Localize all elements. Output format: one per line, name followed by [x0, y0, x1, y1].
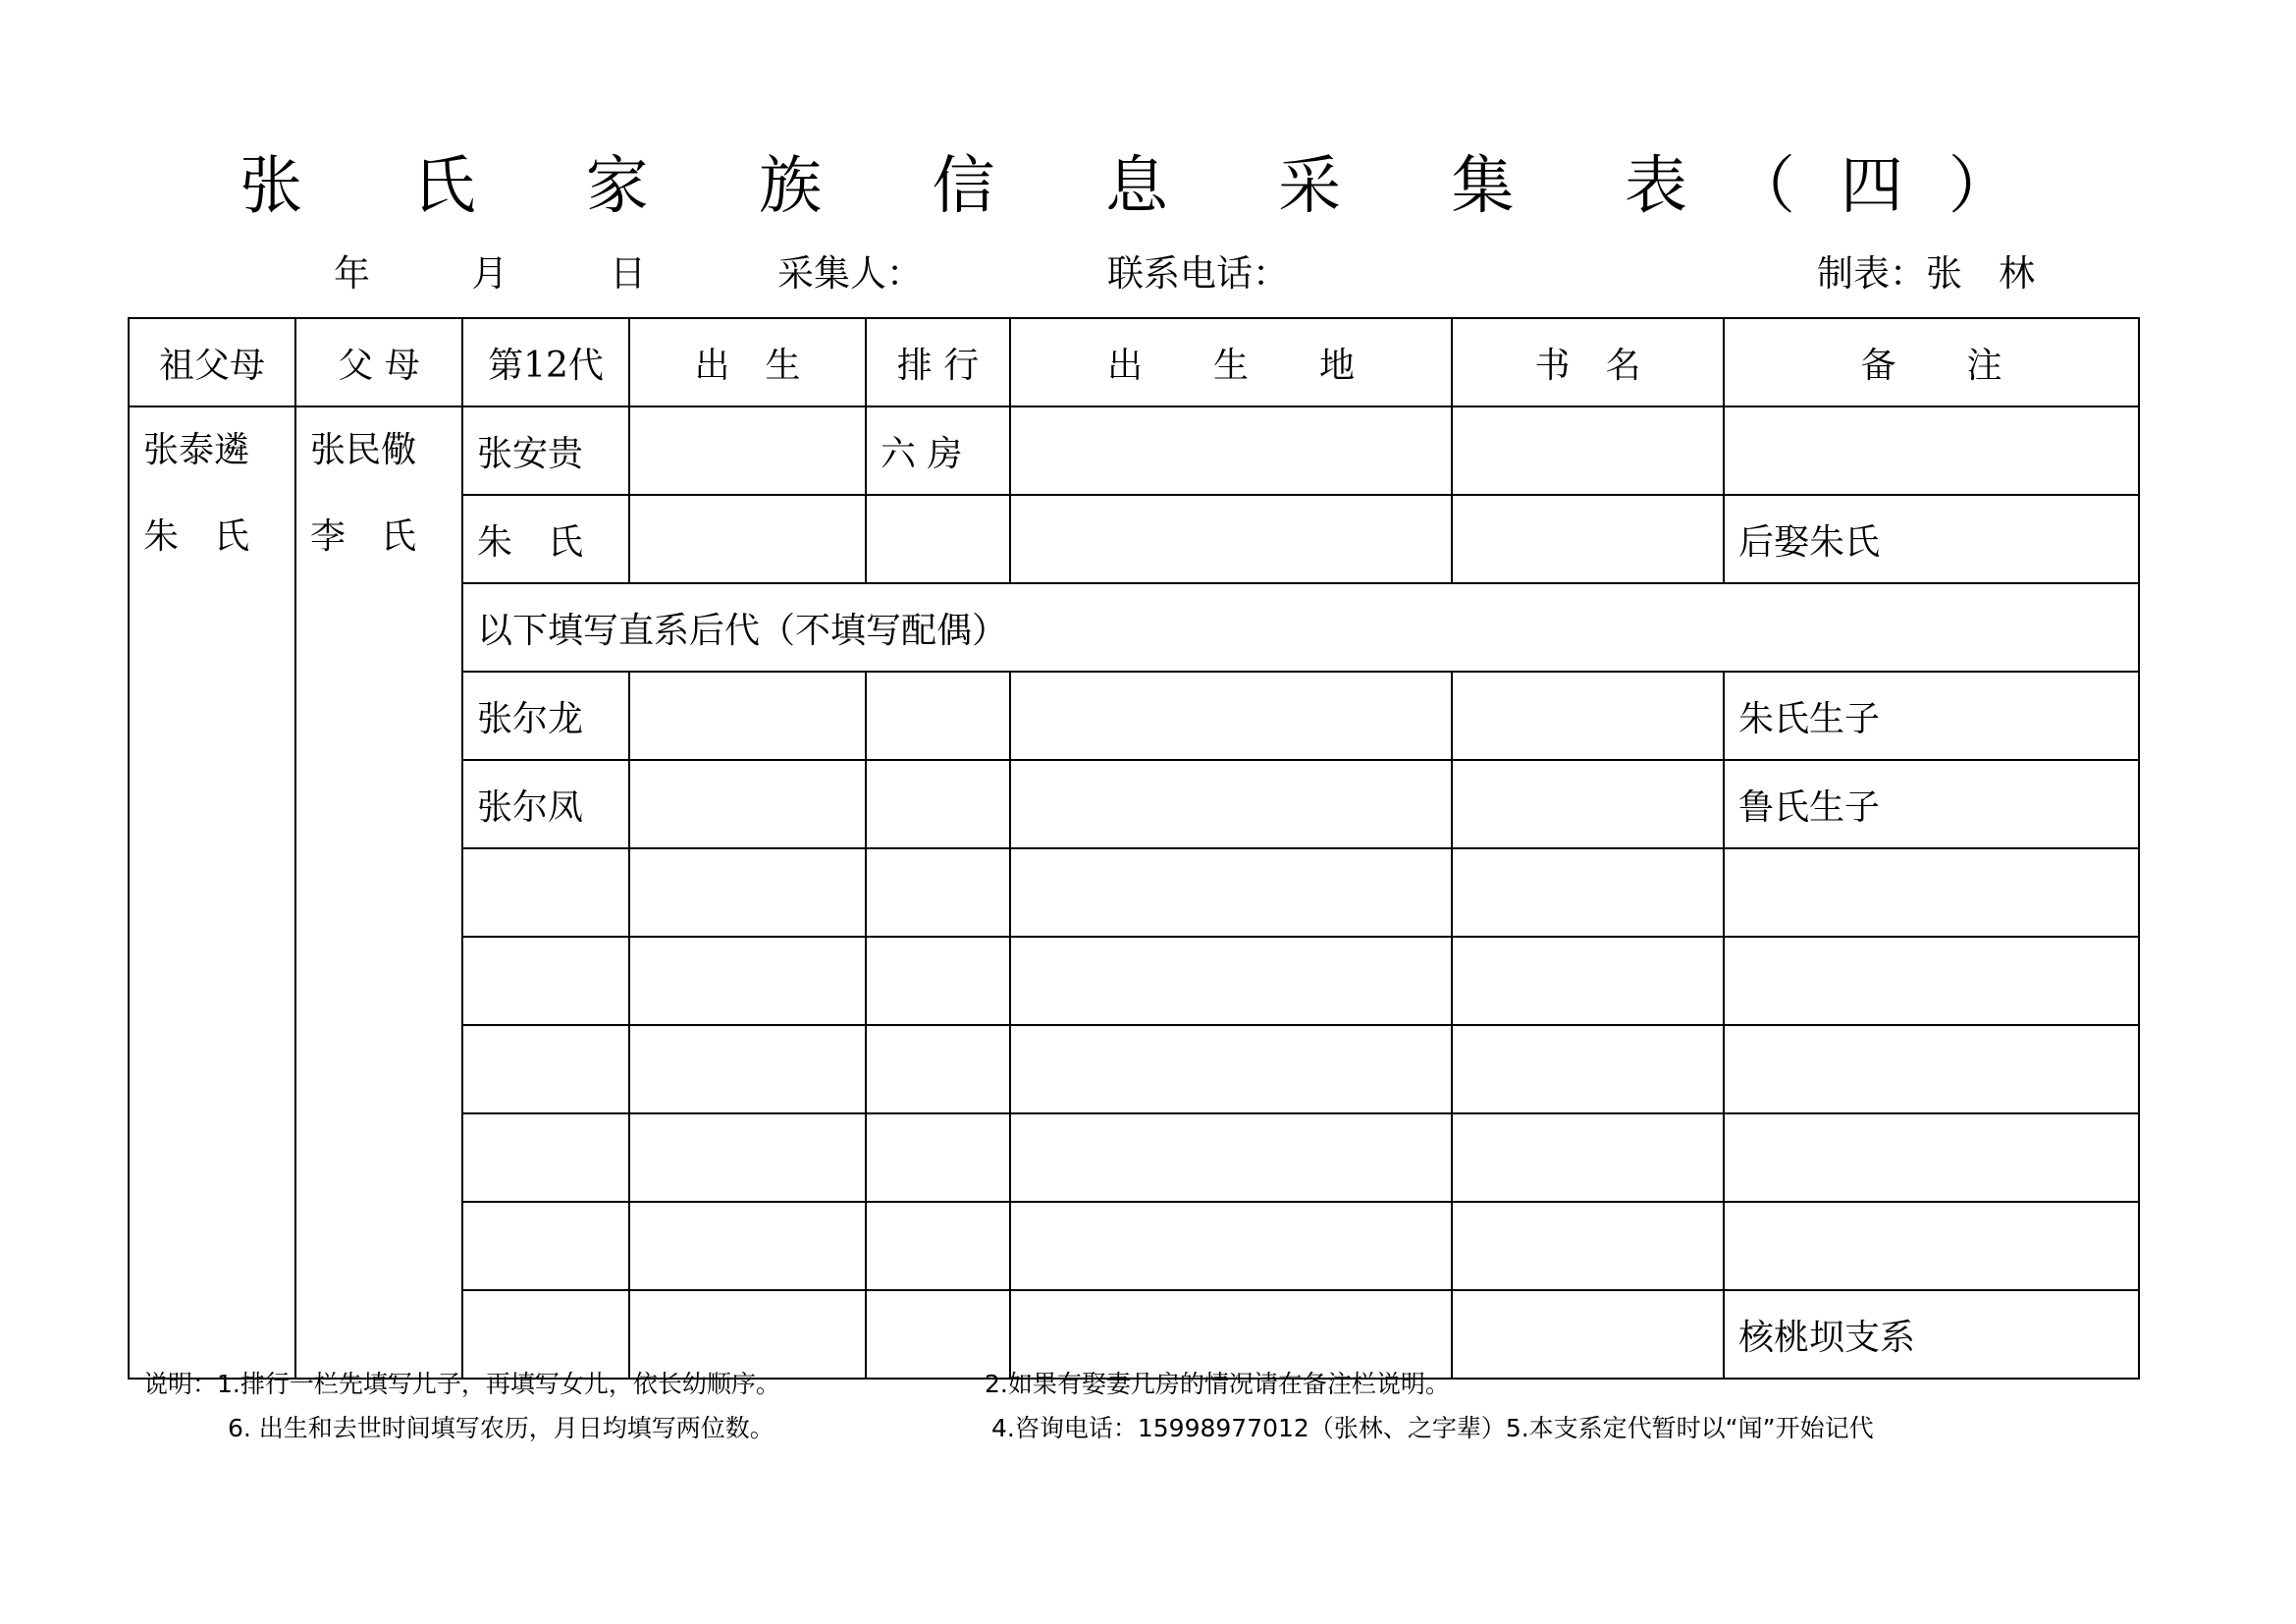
name-cell[interactable]: [462, 1202, 629, 1290]
note-cell[interactable]: 朱氏生子: [1724, 672, 2139, 760]
year-label: 年: [334, 252, 370, 295]
book-name-cell[interactable]: [1452, 406, 1724, 495]
rank-cell[interactable]: [866, 1202, 1010, 1290]
rank-cell[interactable]: [866, 760, 1010, 848]
note-cell[interactable]: [1724, 406, 2139, 495]
book-name-cell[interactable]: [1452, 1202, 1724, 1290]
header-birth: 出 生: [629, 318, 866, 406]
birth-cell[interactable]: [629, 406, 866, 495]
birthplace-cell[interactable]: [1010, 937, 1452, 1025]
birth-cell[interactable]: [629, 672, 866, 760]
descendants-note: 以下填写直系后代（不填写配偶）: [462, 583, 2139, 672]
name-cell[interactable]: [462, 1025, 629, 1113]
date-field[interactable]: [334, 250, 647, 298]
birthplace-cell[interactable]: [1010, 1025, 1452, 1113]
name-cell[interactable]: [462, 1290, 629, 1379]
birth-cell[interactable]: [629, 1290, 866, 1379]
birthplace-cell[interactable]: [1010, 1290, 1452, 1379]
name-cell[interactable]: [462, 1113, 629, 1202]
header-grandparents: 祖父母: [129, 318, 295, 406]
birthplace-cell[interactable]: [1010, 672, 1452, 760]
birthplace-cell[interactable]: [1010, 1202, 1452, 1290]
rank-cell[interactable]: 六 房: [866, 406, 1010, 495]
rank-cell[interactable]: [866, 937, 1010, 1025]
collector-label: 采集人：: [777, 252, 923, 295]
book-name-cell[interactable]: [1452, 1113, 1724, 1202]
form-title: 张 氏 家 族 信 息 采 集 表（四）: [240, 150, 2056, 223]
note-cell[interactable]: [1724, 937, 2139, 1025]
rank-cell[interactable]: [866, 1113, 1010, 1202]
name-cell[interactable]: 朱 氏: [462, 495, 629, 583]
grandfather-name: 张泰遴: [143, 430, 250, 470]
birth-cell[interactable]: [629, 1025, 866, 1113]
birthplace-cell[interactable]: [1010, 760, 1452, 848]
grandmother-name: 朱 氏: [143, 516, 250, 557]
footnote-2: 2.如果有娶妻几房的情况请在备注栏说明。: [985, 1370, 1450, 1398]
birth-cell[interactable]: [629, 937, 866, 1025]
family-info-table: [128, 317, 2140, 1380]
footnote-6: 6. 出生和去世时间填写农历，月日均填写两位数。: [228, 1414, 774, 1442]
rank-cell[interactable]: [866, 1290, 1010, 1379]
header-book-name: 书 名: [1452, 318, 1724, 406]
month-label: 月: [471, 252, 508, 295]
birthplace-cell[interactable]: [1010, 848, 1452, 937]
parents-cell[interactable]: [295, 406, 462, 1379]
header-generation: 第12代: [462, 318, 629, 406]
footnote-1: 说明：1.排行一栏先填写儿子，再填写女儿，依长幼顺序。: [143, 1370, 780, 1398]
header-rank: 排 行: [866, 318, 1010, 406]
rank-cell[interactable]: [866, 495, 1010, 583]
note-cell[interactable]: 核桃坝支系: [1724, 1290, 2139, 1379]
birthplace-cell[interactable]: [1010, 406, 1452, 495]
book-name-cell[interactable]: [1452, 1290, 1724, 1379]
book-name-cell[interactable]: [1452, 1025, 1724, 1113]
birth-cell[interactable]: [629, 1202, 866, 1290]
birth-cell[interactable]: [629, 848, 866, 937]
rank-cell[interactable]: [866, 848, 1010, 937]
birthplace-cell[interactable]: [1010, 495, 1452, 583]
header-parents: 父 母: [295, 318, 462, 406]
rank-cell[interactable]: [866, 672, 1010, 760]
grandparents-cell[interactable]: [129, 406, 295, 1379]
note-cell[interactable]: [1724, 1202, 2139, 1290]
name-cell[interactable]: 张尔凤: [462, 760, 629, 848]
name-cell[interactable]: 张尔龙: [462, 672, 629, 760]
rank-cell[interactable]: [866, 1025, 1010, 1113]
note-cell[interactable]: [1724, 1113, 2139, 1202]
note-cell[interactable]: 后娶朱氏: [1724, 495, 2139, 583]
header-row: [129, 318, 2139, 406]
note-cell[interactable]: [1724, 1025, 2139, 1113]
phone-label: 联系电话：: [1107, 252, 1289, 295]
birth-cell[interactable]: [629, 495, 866, 583]
birth-cell[interactable]: [629, 760, 866, 848]
note-cell[interactable]: 鲁氏生子: [1724, 760, 2139, 848]
header-birthplace: 出 生 地: [1010, 318, 1452, 406]
name-cell[interactable]: 张安贵: [462, 406, 629, 495]
name-cell[interactable]: [462, 848, 629, 937]
book-name-cell[interactable]: [1452, 937, 1724, 1025]
birthplace-cell[interactable]: [1010, 1113, 1452, 1202]
table-row: [129, 406, 2139, 495]
book-name-cell[interactable]: [1452, 495, 1724, 583]
footnote-4-5: 4.咨询电话：15998977012（张林、之字辈）5.本支系定代暂时以“闻”开始记代: [991, 1414, 1874, 1442]
father-name: 张民儆: [310, 430, 417, 470]
name-cell[interactable]: [462, 937, 629, 1025]
note-cell[interactable]: [1724, 848, 2139, 937]
book-name-cell[interactable]: [1452, 760, 1724, 848]
birth-cell[interactable]: [629, 1113, 866, 1202]
book-name-cell[interactable]: [1452, 672, 1724, 760]
maker-label: 制表：张 林: [1817, 252, 2035, 295]
mother-name: 李 氏: [310, 516, 417, 557]
day-label: 日: [610, 252, 647, 295]
book-name-cell[interactable]: [1452, 848, 1724, 937]
header-note: 备 注: [1724, 318, 2139, 406]
